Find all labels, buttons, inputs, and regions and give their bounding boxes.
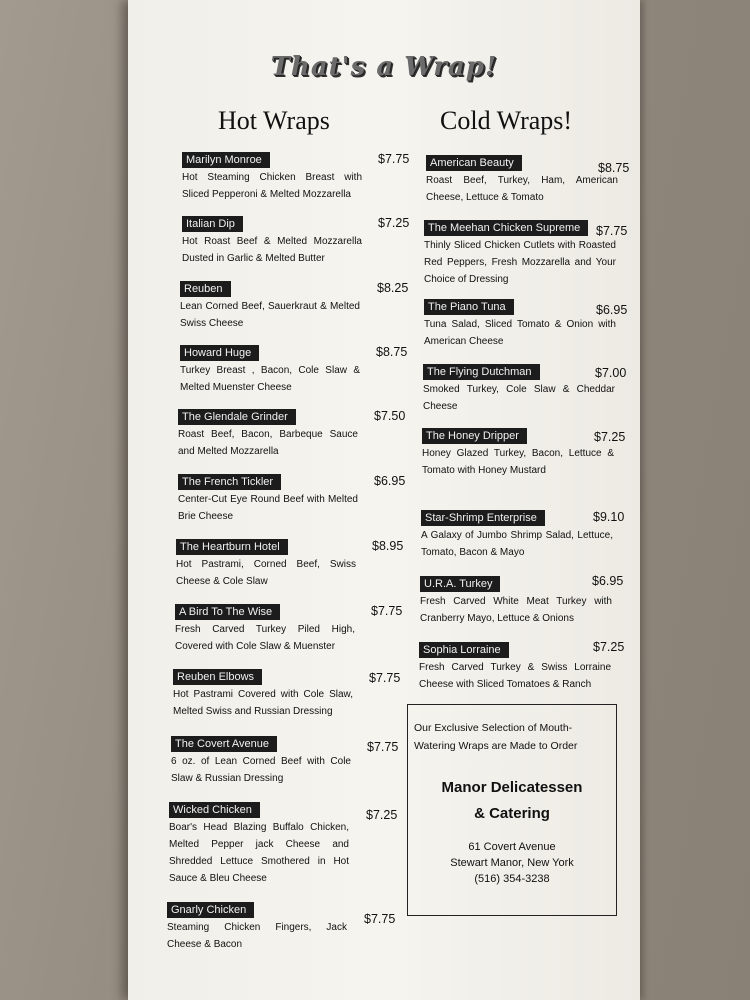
item-price: $8.25 [377,281,409,295]
item-name: Sophia Lorraine [419,642,509,658]
menu-item [426,153,630,206]
item-price: $7.75 [367,740,399,754]
item-price: $6.95 [596,303,628,317]
item-name: The French Tickler [178,474,281,490]
item-name: Howard Huge [180,345,259,361]
menu-item [180,343,408,396]
item-description: Lean Corned Beef, Sauerkraut & Melted Swiss Cheese [180,301,360,329]
menu-item [167,900,396,953]
item-description: Hot Pastrami Covered with Cole Slaw, Melted Swiss and Russian Dressing [173,689,353,717]
deli-name-line1: Manor Delicatessen [441,779,583,796]
item-name: The Honey Dripper [422,428,527,444]
item-description: Roast Beef, Turkey, Ham, American Cheese, Lettuce & Tomato [426,175,618,203]
deli-name [408,775,616,827]
deli-name-line2: & Catering [474,805,550,822]
item-description: Hot Roast Beef & Melted Mozzarella Dusted in Garlic & Melted Butter [182,236,362,264]
info-tagline: Our Exclusive Selection of Mouth-Watering Wraps are Made to Order [414,722,578,752]
menu-item [169,800,398,887]
item-price: $7.00 [595,366,627,380]
item-description: Smoked Turkey, Cole Slaw & Cheddar Cheese [423,384,615,412]
item-description: Center-Cut Eye Round Beef with Melted Brie Cheese [178,494,358,522]
address-street: 61 Covert Avenue [468,841,556,853]
item-name: Star-Shrimp Enterprise [421,510,545,526]
menu-item [173,667,401,720]
item-description: A Galaxy of Jumbo Shrimp Salad, Lettuce, Tomato, Bacon & Mayo [421,530,613,558]
item-name: Reuben [180,281,231,297]
item-price: $8.95 [372,539,404,553]
item-price: $8.75 [598,161,630,175]
item-description: Steaming Chicken Fingers, Jack Cheese & Bacon [167,922,347,950]
item-name: The Glendale Grinder [178,409,296,425]
menu-item [420,574,624,627]
menu-item [424,218,628,288]
item-name: Italian Dip [182,216,243,232]
item-name: U.R.A. Turkey [420,576,500,592]
item-description: Turkey Breast , Bacon, Cole Slaw & Melted Muenster Cheese [180,365,360,393]
menu-item [178,407,406,460]
menu-item [424,297,628,350]
item-name: Gnarly Chicken [167,902,254,918]
deli-info-box [407,704,617,916]
item-name: Wicked Chicken [169,802,260,818]
menu-item [182,214,410,267]
menu-item [182,150,410,203]
item-price: $9.10 [593,510,625,524]
item-name: American Beauty [426,155,522,171]
menu-item [171,734,399,787]
item-description: Roast Beef, Bacon, Barbeque Sauce and Melted Mozzarella [178,429,358,457]
phone-number: (516) 354-3238 [474,873,550,885]
hot-wraps-heading: Hot Wraps [218,106,330,135]
item-price: $7.75 [364,912,396,926]
item-description: Tuna Salad, Sliced Tomato & Onion with American Cheese [424,319,616,347]
menu-item [175,602,403,655]
item-name: The Meehan Chicken Supreme [424,220,588,236]
item-name: Reuben Elbows [173,669,262,685]
item-price: $7.25 [378,216,410,230]
item-price: $7.25 [594,430,626,444]
item-description: Fresh Carved Turkey Piled High, Covered with Cole Slaw & Muenster [175,624,355,652]
item-name: The Covert Avenue [171,736,277,752]
address-city: Stewart Manor, New York [450,857,574,869]
menu-item [176,537,404,590]
menu-item [180,279,409,332]
item-price: $7.75 [369,671,401,685]
item-name: The Heartburn Hotel [176,539,288,555]
item-description: Thinly Sliced Chicken Cutlets with Roasted Red Peppers, Fresh Mozzarella and Your Choice of Dressing [424,240,616,285]
item-description: Honey Glazed Turkey, Bacon, Lettuce & Tomato with Honey Mustard [422,448,614,476]
menu-item [422,426,626,479]
item-price: $6.95 [592,574,624,588]
item-price: $8.75 [376,345,408,359]
item-price: $7.25 [593,640,625,654]
item-description: Fresh Carved White Meat Turkey with Cranberry Mayo, Lettuce & Onions [420,596,612,624]
item-price: $7.25 [366,808,398,822]
item-name: The Flying Dutchman [423,364,540,380]
menu-item [419,640,625,693]
cold-wraps-heading: Cold Wraps! [440,106,573,135]
item-price: $7.50 [374,409,406,423]
item-description: 6 oz. of Lean Corned Beef with Cole Slaw & Russian Dressing [171,756,351,784]
deli-address [408,839,616,887]
menu-item [421,508,625,561]
item-price: $6.95 [374,474,406,488]
menu-item [178,472,406,525]
item-name: Marilyn Monroe [182,152,270,168]
menu-card [128,0,640,1000]
item-description: Hot Steaming Chicken Breast with Sliced Pepperoni & Melted Mozzarella [182,172,362,200]
item-description: Hot Pastrami, Corned Beef, Swiss Cheese & Cole Slaw [176,559,356,587]
item-price: $7.75 [378,152,410,166]
item-price: $7.75 [596,224,628,238]
item-name: The Piano Tuna [424,299,514,315]
item-price: $7.75 [371,604,403,618]
menu-item [423,362,627,415]
item-description: Boar's Head Blazing Buffalo Chicken, Melted Pepper jack Cheese and Shredded Lettuce Smothered in Hot Sauce & Bleu Cheese [169,822,349,884]
item-name: A Bird To The Wise [175,604,280,620]
item-description: Fresh Carved Turkey & Swiss Lorraine Cheese with Sliced Tomatoes & Ranch [419,662,611,690]
menu-title: That's a Wrap! [270,52,498,82]
